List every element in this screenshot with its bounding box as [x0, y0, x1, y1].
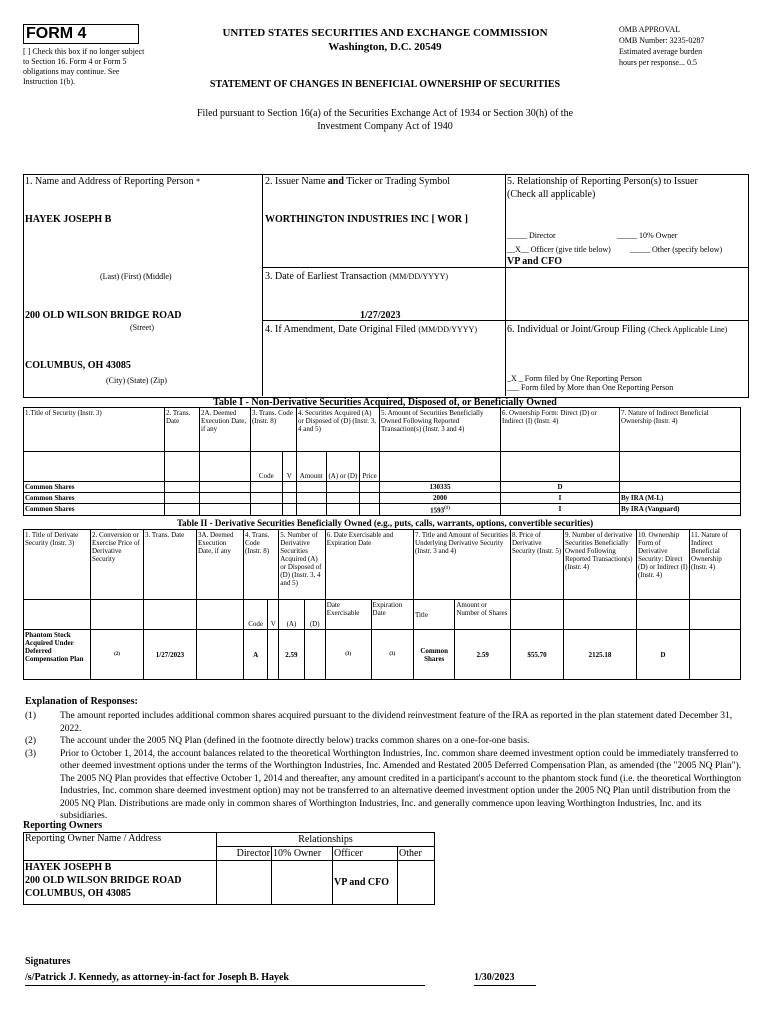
explanation-list [25, 710, 747, 823]
owners-heading: Reporting Owners [23, 820, 103, 831]
t2-sub-date-ex: Date Exercisable [325, 600, 371, 630]
owners-col-other: Other [398, 847, 435, 861]
row2-nature: By IRA (M-L) [620, 493, 741, 504]
t2-row-owned: 2125.18 [564, 630, 637, 680]
t1-col-deemed: 2A. Deemed Execution Date, if any [200, 408, 251, 452]
t2-row-code: A [244, 630, 268, 680]
ten-percent-checkbox[interactable]: _____ 10% Owner [617, 231, 678, 240]
t2-row-conv: (2) [91, 630, 144, 680]
owners-table [23, 832, 435, 905]
row3-amount: 1593$^{(1)}$ [380, 504, 501, 516]
t2-col-title: 1. Title of Derivate Security (Instr. 3) [24, 530, 91, 600]
t1-sub-amount: Amount [297, 452, 327, 482]
t2-sub-v: V [268, 600, 279, 630]
t2-col-nature: 11. Nature of Indirect Beneficial Ownership (Instr. 4) [690, 530, 741, 600]
t2-col-code: 4. Trans. Code (Instr. 8) [244, 530, 279, 600]
t2-sub-d: (D) [304, 600, 325, 630]
statement-title: STATEMENT OF CHANGES IN BENEFICIAL OWNERSHIP OF SECURITIES [209, 79, 561, 90]
box3-label: 3. Date of Earliest Transaction (MM/DD/YYYY) [265, 271, 449, 282]
check-box-note: [ ] Check this box if no longer subject to Section 16. Form 4 or Form 5 obligations may continue. See Instruction 1(b). [23, 47, 145, 86]
t2-col-underlying: 7. Title and Amount of Securities Underlying Derivative Security (Instr. 3 and 4) [414, 530, 511, 600]
t2-col-dates: 6. Date Exercisable and Expiration Date [325, 530, 413, 600]
multi-person-option[interactable]: ___ Form filed by More than One Reporting Person [507, 383, 674, 392]
table-row [24, 861, 435, 905]
table1 [23, 407, 741, 516]
signatures-heading: Signatures [25, 956, 71, 967]
t1-col-nature: 7. Nature of Indirect Beneficial Ownership (Instr. 4) [620, 408, 741, 452]
explanation-item: (3) Prior to October 1, 2014, the account balances related to the theoretical Worthington Industries, Inc. common share deemed investment option could be immediately transferred to other deemed investment options under the terms of the Worthington Industries, Inc. Amended and Restated 2005 Deferred Compensation Plan, as amended (the "2005 NQ Plan"). The 2005 NQ Plan provides that effective October 1, 2014 and thereafter, any amount credited in a participant's account to the phantom stock fund (i.e. the theoretical Worthington Industries, Inc. common share deemed investment option) may not be transferred to an alternative deemed investment option under the 2005 NQ Plan until distribution from the 2005 NQ Plan. Distributions are made only in common shares of Worthington Industries, Inc. and generally commence upon leaving Worthington Industries, Inc. and its subsidiaries. [25, 748, 742, 821]
table-row [24, 630, 741, 680]
owners-col-rel: Relationships [217, 833, 435, 847]
owner-officer-title: VP and CFO [333, 861, 398, 905]
table2 [23, 529, 741, 680]
table-row [24, 504, 741, 516]
t2-col-price: 8. Price of Derivative Security (Instr. 5) [511, 530, 564, 600]
t2-sub-amount: Amount or Number of Shares [455, 600, 511, 630]
t2-sub-title: Title [414, 600, 455, 630]
t2-row-form: D [637, 630, 690, 680]
reporting-info-grid [23, 174, 749, 398]
t2-col-form: 10. Ownership Form of Derivative Security: Direct (D) or Indirect (I) (Instr. 4) [637, 530, 690, 600]
name-sublabel: (Last) (First) (Middle) [100, 272, 172, 281]
t1-col-code: 3. Trans. Code (Instr. 8) [251, 408, 297, 452]
street-sublabel: (Street) [130, 323, 154, 332]
earliest-transaction-date: 1/27/2023 [360, 310, 401, 321]
burden-line-2: hours per response... 0.5 [619, 58, 697, 67]
t2-row-a: 2.59 [279, 630, 304, 680]
box1-label: 1. Name and Address of Reporting Person * [25, 176, 201, 187]
t2-row-price: $55.70 [511, 630, 564, 680]
t2-col-conv: 2. Conversion or Exercise Price of Derivative Security [91, 530, 144, 600]
owners-col-name: Reporting Owner Name / Address [24, 833, 217, 861]
t1-col-form: 6. Ownership Form: Direct (D) or Indirect (I) (Instr. 4) [501, 408, 620, 452]
t2-sub-exp: Expiration Date [371, 600, 414, 630]
city-sublabel: (City) (State) (Zip) [106, 376, 167, 385]
owners-col-ten: 10% Owner [272, 847, 333, 861]
explanation-item: (2) The account under the 2005 NQ Plan (defined in the footnote directly below) tracks common shares on a one-for-one basis. [25, 736, 530, 746]
t2-row-und-title: Common Shares [414, 630, 455, 680]
t2-col-number: 5. Number of Derivative Securities Acquired (A) or Disposed of (D) (Instr. 3, 4 and 5) [279, 530, 326, 600]
reporting-street: 200 OLD WILSON BRIDGE ROAD [25, 310, 182, 321]
box4-label: 4. If Amendment, Date Original Filed (MM/DD/YYYY) [265, 324, 477, 335]
owners-col-director: Director [217, 847, 272, 861]
t2-col-date: 3. Trans. Date [144, 530, 197, 600]
row1-title: Common Shares [24, 482, 165, 493]
one-person-option[interactable]: _X _ Form filed by One Reporting Person [507, 374, 642, 383]
director-checkbox[interactable]: _____ Director [507, 231, 556, 240]
t2-row-und-amount: 2.59 [455, 630, 511, 680]
t1-col-amount: 5. Amount of Securities Beneficially Owned Following Reported Transaction(s) (Instr. 3 and 4) [380, 408, 501, 452]
row2-form: I [501, 493, 620, 504]
reporting-person-name: HAYEK JOSEPH B [25, 214, 112, 225]
t1-sub-aord: (A) or (D) [326, 452, 360, 482]
officer-title: VP and CFO [507, 256, 563, 267]
explanation-item: (1) The amount reported includes additional common shares acquired pursuant to the dividend reinvestment feature of the IRA as reported in the plan statement dated December 31, 2022. [25, 711, 733, 734]
t2-row-date-ex: (3) [325, 630, 371, 680]
t1-sub-code: Code [251, 452, 283, 482]
table-row [24, 493, 741, 504]
explanation-heading: Explanation of Responses: [25, 696, 138, 707]
row2-title: Common Shares [24, 493, 165, 504]
agency-location: Washington, D.C. 20549 [328, 41, 442, 53]
omb-number: OMB Number: 3235-0287 [619, 36, 705, 45]
signature-date: 1/30/2023 [474, 972, 515, 983]
t2-col-owned: 9. Number of derivative Securities Beneficially Owned Following Reported Transaction(s) (Instr. 4) [564, 530, 637, 600]
t2-sub-code: Code [244, 600, 268, 630]
t1-sub-price: Price [360, 452, 380, 482]
box5-label-1: 5. Relationship of Reporting Person(s) to Issuer [507, 176, 698, 187]
box6-label: 6. Individual or Joint/Group Filing (Check Applicable Line) [507, 324, 728, 335]
officer-checkbox[interactable]: __X__ Officer (give title below) [507, 245, 611, 254]
t1-col-date: 2. Trans. Date [165, 408, 200, 452]
t2-col-deemed: 3A. Deemed Execution Date, if any [197, 530, 244, 600]
row1-amount: 130335 [380, 482, 501, 493]
row3-title: Common Shares [24, 504, 165, 516]
issuer-name: WORTHINGTON INDUSTRIES INC [ WOR ] [265, 214, 468, 225]
row2-amount: 2000 [380, 493, 501, 504]
t2-sub-a: (A) [279, 600, 304, 630]
filed-pursuant-1: Filed pursuant to Section 16(a) of the Securities Exchange Act of 1934 or Section 30(h) of the [196, 108, 574, 119]
table2-title: Table II - Derivative Securities Beneficially Owned (e.g., puts, calls, warrants, options, convertible securities) [176, 518, 594, 528]
agency-name: UNITED STATES SECURITIES AND EXCHANGE COMMISSION [222, 27, 548, 39]
omb-approval: OMB APPROVAL [619, 25, 680, 34]
filed-pursuant-2: Investment Company Act of 1940 [317, 121, 453, 132]
t1-col-acquired: 4. Securities Acquired (A) or Disposed of (D) (Instr. 3, 4 and 5) [297, 408, 380, 452]
row1-nature [620, 482, 741, 493]
box5-label-2: (Check all applicable) [507, 189, 596, 200]
reporting-city: COLUMBUS, OH 43085 [25, 360, 131, 371]
t2-row-title: Phantom Stock Acquired Under Deferred Compensation Plan [24, 630, 91, 680]
table1-title: Table I - Non-Derivative Securities Acquired, Disposed of, or Beneficially Owned [213, 397, 557, 408]
form-title: FORM 4 [23, 24, 139, 44]
row1-form: D [501, 482, 620, 493]
signature-name: /s/Patrick J. Kennedy, as attorney-in-fact for Joseph B. Hayek [25, 972, 289, 983]
row3-nature: By IRA (Vanguard) [620, 504, 741, 516]
box2-label: 2. Issuer Name and Ticker or Trading Symbol [265, 176, 451, 187]
table-row [24, 482, 741, 493]
t1-col-title: 1.Title of Security (Instr. 3) [24, 408, 165, 452]
burden-line-1: Estimated average burden [619, 47, 703, 56]
other-checkbox[interactable]: _____ Other (specify below) [630, 245, 723, 254]
owner-name-address: HAYEK JOSEPH B 200 OLD WILSON BRIDGE ROAD COLUMBUS, OH 43085 [24, 861, 217, 905]
t2-row-date: 1/27/2023 [144, 630, 197, 680]
t1-sub-v: V [282, 452, 296, 482]
row3-form: I [501, 504, 620, 516]
t2-row-exp: (3) [371, 630, 414, 680]
owners-col-officer: Officer [333, 847, 398, 861]
